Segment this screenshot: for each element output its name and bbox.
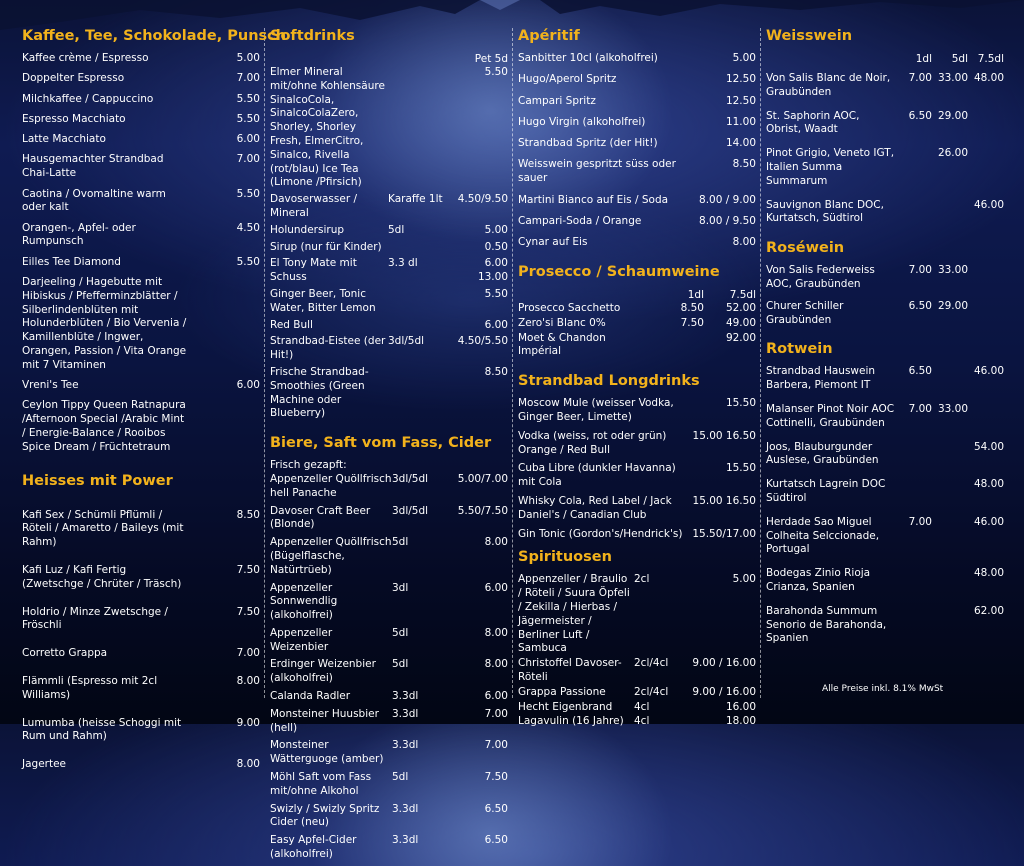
- whitewine-list: [766, 72, 1004, 226]
- item-price: 8.50: [680, 301, 704, 314]
- item-name: Holundersirup: [270, 223, 345, 236]
- aperitif-list: [518, 52, 756, 250]
- spirits-list: [518, 573, 756, 729]
- item-size: 5dl: [392, 771, 409, 784]
- item-name: Strandbad-Eistee (der Hit!): [270, 335, 386, 362]
- item-price: 4.50/9.50: [457, 193, 508, 206]
- menu-item: [518, 302, 756, 316]
- item-price: 5.50: [236, 255, 260, 268]
- item-price: 5.00: [484, 223, 508, 236]
- item-name: Whisky Cola, Red Label / Jack Daniel's / Canadian Club: [518, 494, 672, 521]
- menu-item: [766, 72, 1004, 100]
- vat-note: Alle Preise inkl. 8.1% MwSt: [822, 684, 944, 694]
- item-price: 4.50: [236, 221, 260, 234]
- item-size: 5dl: [392, 626, 409, 639]
- item-name: Appenzeller / Braulio / Röteli / Suura Öpfeli / Zekilla / Hierbas / Jägermeister / Berliner Luft / Sambuca: [518, 573, 630, 655]
- menu-item: [766, 605, 1004, 646]
- prosecco-list: [518, 302, 756, 359]
- section-title-redwine: Rotwein: [766, 341, 833, 358]
- item-name: Appenzeller Weizenbier: [270, 626, 333, 653]
- menu-item: [518, 137, 756, 151]
- item-price: 12.50: [725, 73, 756, 86]
- item-name: Appenzeller Quöllfrisch hell Panache: [270, 472, 392, 499]
- item-price: 6.00: [484, 318, 508, 331]
- menu-item: [270, 658, 508, 686]
- menu-item: [270, 257, 508, 285]
- item-name: Davoser Craft Beer (Blonde): [270, 504, 371, 531]
- item-price: 8.50: [732, 158, 756, 171]
- item-size: 5dl: [392, 658, 409, 671]
- menu-item: [270, 319, 508, 333]
- menu-item: [270, 366, 508, 421]
- menu-item: [518, 573, 756, 656]
- menu-item: [270, 690, 508, 704]
- section-title-aperitif: Apéritif: [518, 28, 580, 44]
- item-price: 8.00: [732, 236, 756, 249]
- item-price: 8.00: [484, 626, 508, 639]
- item-name: Elmer Mineral mit/ohne Kohlensäure SinalcoCola, SinalcoColaZero, Shorley, Shorley Fresh, ElmerCitro, Sinalco, Rivella (rot/blau) Ice Tea (Limone /Pfirsich): [270, 66, 385, 189]
- item-name: Milchkaffee / Cappuccino: [22, 92, 154, 105]
- item-size: 5dl: [392, 536, 409, 549]
- item-price: 7.50: [236, 564, 260, 577]
- menu-item: [22, 675, 260, 703]
- menu-item: [270, 288, 508, 316]
- wine-header: 1dl 5dl 7.5dl: [915, 53, 1004, 65]
- section-title-spirits: Spirituosen: [518, 549, 612, 566]
- menu-item: [270, 473, 508, 501]
- item-price: 9.00 / 16.00: [692, 657, 756, 670]
- menu-item: [22, 606, 260, 634]
- item-name: Sirup (nur für Kinder): [270, 240, 382, 253]
- item-name: Corretto Grappa: [22, 647, 108, 660]
- menu-item: [22, 153, 260, 181]
- item-name: Cynar auf Eis: [518, 236, 588, 249]
- menu-item: [270, 66, 508, 190]
- item-name: Grappa Passione: [518, 685, 606, 698]
- menu-item: [270, 193, 508, 221]
- column-softdrinks: [270, 24, 508, 866]
- menu-item: [518, 528, 756, 542]
- menu-item: [518, 52, 756, 66]
- item-price: 29.00: [937, 109, 968, 122]
- item-size: 3dl/5dl: [392, 472, 429, 485]
- item-name: Kaffee crème / Espresso: [22, 52, 149, 64]
- menu-item: [518, 158, 756, 186]
- prosecco-header: 1dl 7.5dl: [687, 288, 756, 301]
- item-price: 8.00: [236, 675, 260, 687]
- item-name: Hugo Virgin (alkoholfrei): [518, 115, 646, 128]
- item-price: 6.50: [908, 365, 932, 378]
- item-name: Jagertee: [22, 758, 67, 771]
- item-name: Möhl Saft vom Fass mit/ohne Alkohol: [270, 771, 372, 797]
- item-price: 7.00: [908, 515, 932, 528]
- item-price: 8.00: [484, 536, 508, 549]
- item-size: 3.3dl: [392, 802, 419, 815]
- menu-item: [22, 276, 260, 373]
- menu-item: [270, 224, 508, 238]
- column-divider: [512, 28, 513, 698]
- item-size: 3.3 dl: [388, 257, 418, 270]
- item-price: 16.00: [725, 700, 756, 713]
- menu-item: [22, 717, 260, 745]
- item-price: 11.00: [725, 115, 756, 128]
- item-price: 5.00: [732, 52, 756, 64]
- item-name: Holdrio / Minze Zwetschge / Fröschli: [22, 605, 168, 632]
- item-name: Kafi Sex / Schümli Pflümli / Röteli / Amaretto / Baileys (mit Rahm): [22, 508, 184, 549]
- menu-item: [518, 701, 756, 715]
- item-name: Zero'si Blanc 0%: [518, 316, 606, 329]
- item-name: Sauvignon Blanc DOC, Kurtatsch, Südtirol: [766, 198, 884, 225]
- redwine-list: [766, 365, 1004, 646]
- power-list: [22, 509, 260, 772]
- item-price: 7.00: [484, 739, 508, 752]
- menu-item: [518, 430, 756, 458]
- menu-item: [22, 93, 260, 107]
- item-price: 26.00: [937, 147, 968, 160]
- menu-item: [766, 110, 1004, 138]
- item-name: Gin Tonic (Gordon's/Hendrick's): [518, 527, 683, 540]
- item-price: 7.50: [680, 316, 704, 329]
- item-price: 8.00: [484, 658, 508, 671]
- item-price: 5.00: [236, 52, 260, 64]
- item-price: 52.00: [725, 301, 756, 314]
- item-price: 7.00: [908, 402, 932, 415]
- menu-item: [518, 332, 756, 360]
- item-name: Calanda Radler: [270, 690, 351, 703]
- item-price: 0.50: [484, 240, 508, 253]
- item-size: 3.3dl: [392, 739, 419, 752]
- item-name: Campari-Soda / Orange: [518, 214, 642, 227]
- item-size: 2cl/4cl: [634, 685, 669, 698]
- menu-item: [270, 739, 508, 767]
- item-price: 9.00: [236, 716, 260, 729]
- menu-item: [518, 194, 756, 208]
- item-price: 18.00: [725, 715, 756, 728]
- item-name: Strandbad Spritz (der Hit!): [518, 137, 658, 150]
- item-price: 49.00: [725, 316, 756, 329]
- menu-item: [766, 478, 1004, 506]
- menu-item: [22, 647, 260, 661]
- item-name: El Tony Mate mit Schuss: [270, 257, 357, 284]
- item-name: Hausgemachter Strandbad Chai-Latte: [22, 153, 164, 180]
- menu-item: [766, 365, 1004, 393]
- item-price: 6.00: [484, 581, 508, 594]
- item-name: Swizly / Swizly Spritz Cider (neu): [270, 802, 380, 829]
- item-name: Bodegas Zinio Rioja Crianza, Spanien: [766, 567, 871, 593]
- menu-item: [518, 715, 756, 729]
- menu-item: [518, 215, 756, 229]
- item-price: 5.00: [732, 573, 756, 586]
- item-price: 7.50: [236, 605, 260, 618]
- section-title-power: Heisses mit Power: [22, 472, 173, 489]
- menu-item: [766, 264, 1004, 292]
- item-name: Weisswein gespritzt süss oder sauer: [518, 158, 676, 185]
- column-wine: [766, 24, 1004, 656]
- menu-item: [22, 72, 260, 86]
- menu-item: [766, 403, 1004, 431]
- item-price: 5.50: [236, 92, 260, 105]
- item-name: Erdinger Weizenbier (alkoholfrei): [270, 658, 376, 685]
- menu-item: [766, 147, 1004, 188]
- item-price: 5.50: [236, 187, 260, 200]
- menu-item: [22, 379, 260, 393]
- menu-item: [270, 505, 508, 533]
- item-price: 8.50: [236, 508, 260, 521]
- item-size: 5dl: [388, 223, 405, 236]
- item-price: 6.00: [484, 690, 508, 703]
- menu-item: [518, 495, 756, 523]
- menu-item: [22, 564, 260, 592]
- menu-item: [22, 509, 260, 550]
- item-price: 7.00: [236, 72, 260, 85]
- item-name: Flämmli (Espresso mit 2cl Williams): [22, 675, 158, 701]
- menu-item: [22, 222, 260, 250]
- item-price: 29.00: [937, 299, 968, 312]
- item-price: 6.50: [908, 109, 932, 122]
- item-name: Doppelter Espresso: [22, 72, 125, 85]
- item-name: Von Salis Federweiss AOC, Graubünden: [766, 264, 875, 290]
- item-price: 48.00: [973, 478, 1004, 491]
- item-name: Sanbitter 10cl (alkoholfrei): [518, 52, 658, 64]
- coffee-list: [22, 52, 260, 455]
- item-size: 4cl: [634, 700, 650, 713]
- item-name: Appenzeller Quöllfrisch (Bügelflasche, Natürtrüeb): [270, 536, 392, 576]
- column-coffee: [22, 24, 287, 786]
- menu-item: [22, 188, 260, 216]
- item-name: Moet & Chandon Impérial: [518, 331, 606, 358]
- menu-item: [518, 116, 756, 130]
- item-name: Vodka (weiss, rot oder grün) Orange / Red Bull: [518, 429, 667, 456]
- menu-item: [766, 441, 1004, 469]
- item-name: Monsteiner Wätterguoge (amber): [270, 739, 384, 766]
- item-size: 3.3dl: [392, 707, 419, 720]
- item-name: Strandbad Hauswein Barbera, Piemont IT: [766, 365, 876, 392]
- item-size: 2cl/4cl: [634, 657, 669, 670]
- item-price: 7.00: [484, 707, 508, 720]
- item-name: Espresso Macchiato: [22, 112, 126, 125]
- item-name: Joos, Blauburgunder Auslese, Graubünden: [766, 440, 879, 467]
- item-price: 33.00: [937, 264, 968, 277]
- item-price: 48.00: [973, 567, 1004, 580]
- menu-item: [766, 567, 1004, 595]
- item-name: Ceylon Tippy Queen Ratnapura /Afternoon Special /Arabic Mint / Energie-Balance / Rooibos Spice Dream / Früchtetraum: [22, 399, 186, 453]
- menu-item: [518, 95, 756, 109]
- item-price: 7.00: [236, 153, 260, 166]
- item-price: 62.00: [973, 604, 1004, 617]
- item-price: 15.50: [725, 397, 756, 410]
- item-price: 92.00: [725, 331, 756, 344]
- item-name: Easy Apfel-Cider (alkoholfrei): [270, 834, 357, 861]
- item-price: 46.00: [973, 515, 1004, 528]
- item-price: 15.00 16.50: [692, 429, 756, 442]
- item-name: Barahonda Summum Senorio de Barahonda, Spanien: [766, 604, 887, 645]
- item-price: 5.50: [484, 66, 508, 78]
- menu-item: [22, 113, 260, 127]
- item-price: 4.50/5.50: [457, 335, 508, 348]
- menu-item: [518, 73, 756, 87]
- item-name: Lumumba (heisse Schoggi mit Rum und Rahm): [22, 716, 182, 743]
- item-price: 5.50: [236, 112, 260, 125]
- item-price: 7.50: [484, 771, 508, 784]
- item-price: 8.00: [236, 758, 260, 771]
- item-price: 6.00: [236, 133, 260, 146]
- column-divider: [760, 28, 761, 698]
- softdrinks-size-header: Pet 5d: [474, 53, 508, 65]
- item-name: Pinot Grigio, Veneto IGT, Italien Summa Summarum: [766, 147, 895, 187]
- item-price: 9.00 / 16.00: [692, 685, 756, 698]
- item-name: Caotina / Ovomaltine warm oder kalt: [22, 187, 166, 214]
- menu-item: [270, 803, 508, 831]
- item-price: 6.50: [484, 834, 508, 847]
- item-price: 8.50: [484, 365, 508, 378]
- section-title-longdrinks: Strandbad Longdrinks: [518, 373, 700, 390]
- menu-item: [766, 516, 1004, 557]
- item-name: Hecht Eigenbrand: [518, 700, 613, 713]
- item-price: 48.00: [973, 72, 1004, 84]
- item-name: Cuba Libre (dunkler Havanna) mit Cola: [518, 462, 676, 489]
- menu-item: [270, 582, 508, 623]
- section-title-softdrinks: Softdrinks: [270, 28, 355, 44]
- item-name: Vreni's Tee: [22, 379, 79, 392]
- menu-item: [22, 256, 260, 270]
- section-title-prosecco: Prosecco / Schaumweine: [518, 263, 720, 280]
- item-name: Kafi Luz / Kafi Fertig (Zwetschge / Chrüter / Träsch): [22, 564, 182, 590]
- item-name: St. Saphorin AOC, Obrist, Waadt: [766, 109, 860, 136]
- item-name: Prosecco Sacchetto: [518, 301, 621, 314]
- item-price: 6.00 13.00: [477, 257, 508, 284]
- item-name: Davoserwasser / Mineral: [270, 193, 358, 219]
- item-name: Appenzeller Sonnwendlig (alkoholfrei): [270, 581, 338, 622]
- item-size: 3.3dl: [392, 834, 419, 847]
- item-price: 5.50: [484, 287, 508, 300]
- item-name: Christoffel Davoser-Röteli: [518, 657, 622, 683]
- item-price: 15.50: [725, 462, 756, 475]
- item-price: 7.00: [908, 72, 932, 84]
- beer-intro: Frisch gezapft:: [270, 459, 347, 472]
- longdrinks-list: [518, 397, 756, 541]
- menu-item: [766, 300, 1004, 328]
- menu-item: [22, 133, 260, 147]
- item-price: 33.00: [937, 402, 968, 415]
- rosewine-list: [766, 264, 1004, 327]
- menu-item: [518, 236, 756, 250]
- item-size: 3dl/5dl: [388, 335, 425, 348]
- menu-item: [518, 686, 756, 700]
- item-name: Churer Schiller Graubünden: [766, 299, 844, 326]
- menu-item: [270, 708, 508, 736]
- item-price: 46.00: [973, 198, 1004, 211]
- menu-item: [270, 834, 508, 862]
- softdrinks-list: [270, 66, 508, 421]
- item-name: Herdade Sao Miguel Colheita Selccionade, Portugal: [766, 515, 880, 556]
- section-title-beer: Biere, Saft vom Fass, Cider: [270, 435, 492, 452]
- item-price: 14.00: [725, 137, 756, 150]
- item-size: Karaffe 1lt: [388, 193, 443, 206]
- section-title-rosewine: Roséwein: [766, 240, 845, 257]
- item-price: 46.00: [973, 365, 1004, 378]
- item-name: Campari Spritz: [518, 94, 596, 107]
- item-price: 7.00: [236, 647, 260, 660]
- item-price: 6.50: [484, 802, 508, 815]
- column-divider: [264, 28, 265, 698]
- item-name: Von Salis Blanc de Noir, Graubünden: [766, 72, 891, 98]
- menu-item: [270, 536, 508, 577]
- item-name: Monsteiner Huusbier (hell): [270, 707, 379, 734]
- beer-list: [270, 473, 508, 862]
- item-price: 15.50/17.00: [692, 527, 756, 540]
- menu-item: [22, 758, 260, 772]
- menu-item: [270, 241, 508, 255]
- menu-item: [270, 335, 508, 363]
- item-size: 2cl: [634, 573, 650, 586]
- item-name: Latte Macchiato: [22, 133, 106, 146]
- item-price: 54.00: [973, 440, 1004, 453]
- item-price: 6.50: [908, 299, 932, 312]
- item-name: Eilles Tee Diamond: [22, 255, 121, 268]
- menu-item: [518, 657, 756, 685]
- menu-item: [518, 462, 756, 490]
- item-price: 12.50: [725, 94, 756, 107]
- item-size: 3dl: [392, 581, 409, 594]
- item-name: Darjeeling / Hagebutte mit Hibiskus / Pfefferminzblätter / Silberlindenblüten mit Holunderblüten / Bio Vervenia / Kamillenblüte / Ingwer, Orangen, Passion / Vita Orange mit 7 Vitaminen: [22, 276, 187, 371]
- item-name: Ginger Beer, Tonic Water, Bitter Lemon: [270, 287, 376, 314]
- menu-item: [518, 397, 756, 425]
- item-size: 3dl/5dl: [392, 504, 429, 517]
- menu-item: [518, 317, 756, 331]
- item-name: Red Bull: [270, 318, 313, 331]
- item-price: 8.00 / 9.50: [699, 214, 756, 227]
- item-price: 7.00: [908, 264, 932, 277]
- item-name: Kurtatsch Lagrein DOC Südtirol: [766, 478, 886, 504]
- item-price: 5.00/7.00: [457, 472, 508, 485]
- menu-item: [270, 771, 508, 799]
- item-size: 4cl: [634, 715, 650, 728]
- column-aperitif: [518, 24, 756, 730]
- item-name: Malanser Pinot Noir AOC Cottinelli, Graubünden: [766, 402, 895, 429]
- menu-item: [766, 199, 1004, 227]
- item-price: 5.50/7.50: [457, 504, 508, 517]
- item-price: 8.00 / 9.00: [699, 193, 756, 206]
- item-name: Moscow Mule (weisser Vodka, Ginger Beer, Limette): [518, 397, 674, 423]
- item-name: Hugo/Aperol Spritz: [518, 73, 617, 86]
- item-name: Frische Strandbad-Smoothies (Green Machine oder Blueberry): [270, 365, 369, 420]
- item-price: 6.00: [236, 379, 260, 392]
- menu-item: [22, 399, 260, 454]
- item-price: 33.00: [937, 72, 968, 84]
- menu-item: [270, 627, 508, 655]
- item-size: 3.3dl: [392, 690, 419, 703]
- item-price: 15.00 16.50: [692, 494, 756, 507]
- item-name: Orangen-, Apfel- oder Rumpunsch: [22, 221, 136, 248]
- section-title-coffee: Kaffee, Tee, Schokolade, Punsch: [22, 28, 287, 44]
- item-name: Martini Bianco auf Eis / Soda: [518, 193, 669, 206]
- section-title-whitewine: Weisswein: [766, 28, 853, 44]
- menu-item: [22, 52, 260, 66]
- item-name: Lagavulin (16 Jahre): [518, 715, 624, 728]
